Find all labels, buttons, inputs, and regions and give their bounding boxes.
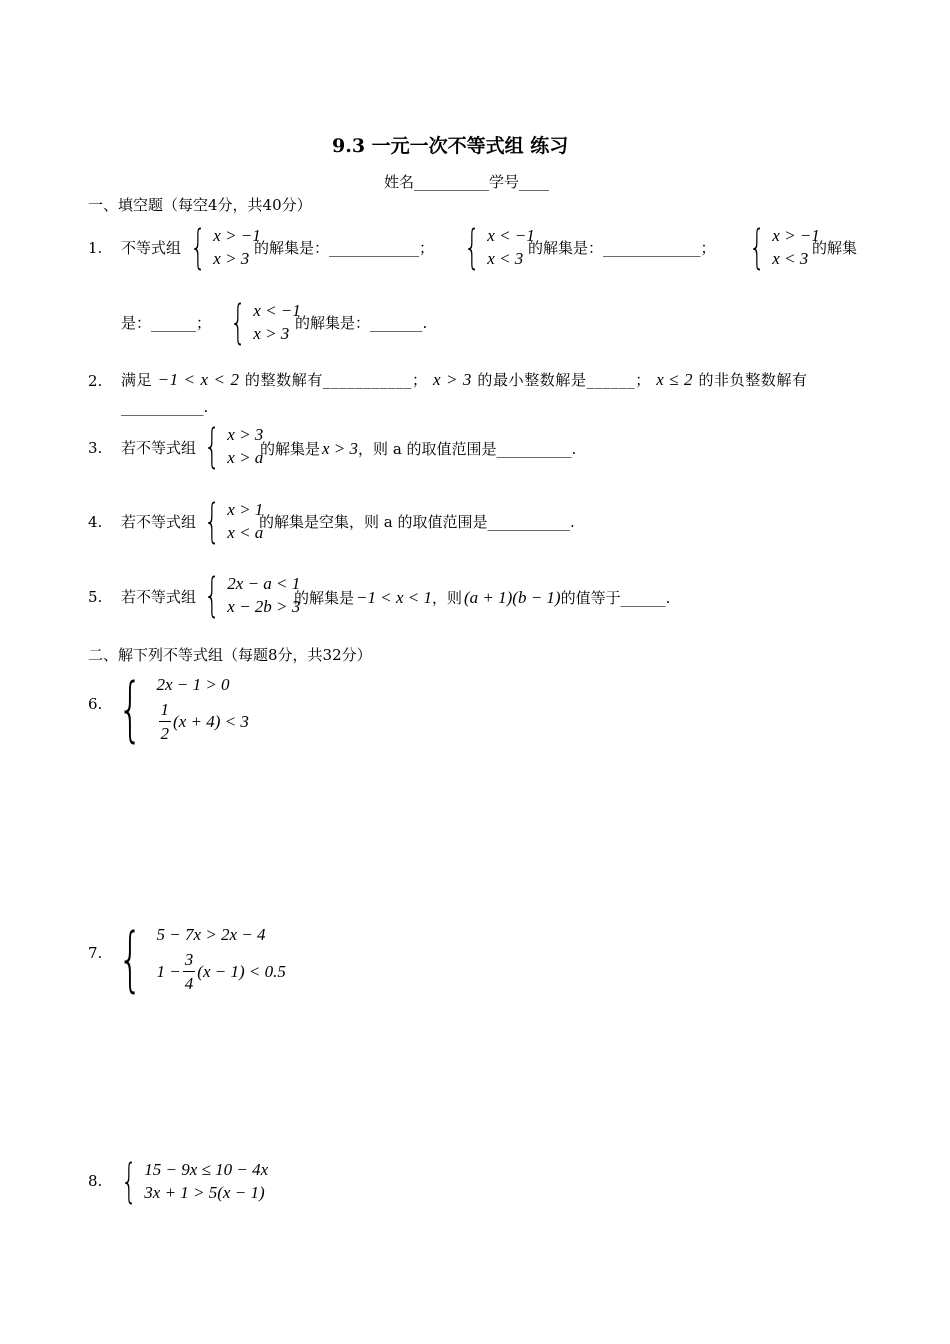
q2-text-e: ___________. — [121, 398, 209, 416]
q1-sys3-row1: x > −1 — [772, 226, 820, 245]
q6-frac-den: 2 — [160, 724, 170, 743]
id-label: 学号 — [489, 173, 520, 191]
q6-number: 6. — [88, 695, 103, 713]
q1-text-3: 的解集 — [812, 239, 858, 257]
q7-row2 — [157, 948, 286, 995]
q1-system-1: { x > −1 x > 3 — [190, 220, 261, 274]
q7-system: { 5 − 7x > 2x − 4 1 − $\frac{3}{4}$ (x − 1) < 0.5 — [118, 917, 286, 1000]
q4-number: 4. — [88, 513, 103, 531]
q5-line — [294, 587, 670, 608]
q1-sys4-row1: x < −1 — [253, 301, 301, 320]
q2-number: 2. — [88, 372, 103, 390]
q7-frac-den: 4 — [184, 974, 194, 993]
q6-frac-num: 1 — [159, 698, 172, 722]
q3-number: 3. — [88, 439, 103, 457]
q3-sys-row2: x > a — [227, 448, 264, 467]
q7-number: 7. — [88, 944, 103, 962]
q7-row2-rest: (x − 1) < 0.5 — [197, 962, 286, 981]
q7-frac-num: 3 — [183, 948, 196, 972]
q2-text-a: 满足 — [121, 371, 153, 389]
q3-text-b: ，则 a 的取值范围是__________. — [358, 440, 577, 458]
q1-sys1-row1: x > −1 — [213, 226, 261, 245]
q5-label: 若不等式组 — [121, 588, 197, 606]
q1-system-3: { x > −1 x < 3 — [749, 220, 820, 274]
q5-sys-row1: 2x − a < 1 — [227, 574, 301, 593]
q1-sys2-row1: x < −1 — [487, 226, 535, 245]
q1-sys3-row2: x < 3 — [772, 249, 809, 268]
q4-label: 若不等式组 — [121, 513, 197, 531]
student-info-line — [384, 172, 549, 192]
q2-text-b: 的整数解有___________； — [244, 371, 428, 389]
q8-number: 8. — [88, 1172, 103, 1190]
q3-label: 若不等式组 — [121, 439, 197, 457]
q3-system: { x > 3 x > a — [204, 419, 264, 473]
q6-row2-rest: (x + 4) < 3 — [173, 712, 249, 731]
q5-math-b: (a + 1)(b − 1) — [464, 588, 561, 607]
q6-row1: 2x − 1 > 0 — [156, 675, 230, 694]
q5-text-b: ，则 — [431, 589, 462, 607]
q5-text-c: 的值等于______. — [560, 589, 671, 607]
q1-sys4-row2: x > 3 — [253, 324, 290, 343]
section2-heading: 二、解下列不等式组（每题8分，共32分） — [88, 646, 372, 664]
q5-text-a: 的解集是 — [294, 589, 355, 607]
name-label: 姓名 — [384, 173, 415, 191]
id-blank: ____ — [519, 173, 550, 191]
q5-system: { 2x − a < 1 x − 2b > 3 — [204, 568, 301, 622]
q1-text-4: 是：______； — [121, 314, 212, 332]
page-title: 9.3 一元一次不等式组 练习 — [332, 135, 569, 157]
q2-text-c: 的最小整数解是______； — [477, 371, 651, 389]
q3-sys-row1: x > 3 — [227, 425, 264, 444]
q1-system-4: { x < −1 x > 3 — [230, 295, 301, 349]
q1-label: 不等式组 — [121, 239, 182, 257]
q4-system: { x > 1 x < a — [204, 494, 264, 548]
q4-sys-row1: x > 1 — [227, 500, 264, 519]
q7-row1: 5 − 7x > 2x − 4 — [156, 925, 266, 944]
q1-sys2-row2: x < 3 — [487, 249, 524, 268]
q8-system: { 15 − 9x ≤ 10 − 4x 3x + 1 > 5(x − 1) — [121, 1154, 269, 1208]
q1-system-2: { x < −1 x < 3 — [464, 220, 535, 274]
q2-math-c: x ≤ 2 — [656, 370, 694, 389]
name-blank: __________ — [414, 173, 490, 191]
q4-sys-row2: x < a — [227, 523, 264, 542]
section1-heading: 一、填空题（每空4分，共40分） — [88, 196, 312, 214]
q2-math-a: −1 < x < 2 — [157, 370, 240, 389]
q6-system: { 2x − 1 > 0 $\frac{1}{2}$ (x + 4) < 3 — [118, 667, 249, 750]
q2-math-b: x > 3 — [433, 370, 473, 389]
q3-math-a: x > 3 — [322, 439, 359, 458]
q1-text-5: 的解集是：_______. — [295, 314, 428, 332]
q1-text-2: 的解集是：_____________； — [528, 239, 716, 257]
q7-row2-pre: 1 − — [156, 962, 181, 981]
q4-text-a: 的解集是空集，则 a 的取值范围是___________. — [259, 513, 575, 531]
q5-math-a: −1 < x < 1 — [356, 588, 432, 607]
q8-row2: 3x + 1 > 5(x − 1) — [144, 1183, 265, 1202]
q5-number: 5. — [88, 588, 103, 606]
q1-number: 1. — [88, 239, 103, 257]
q6-fraction — [159, 698, 172, 745]
q7-fraction — [183, 948, 196, 995]
q2-line — [121, 369, 808, 390]
q2-text-d: 的非负整数解有 — [698, 371, 808, 389]
q8-row1: 15 − 9x ≤ 10 − 4x — [144, 1160, 269, 1179]
q1-sys1-row2: x > 3 — [213, 249, 250, 268]
q6-row2 — [157, 698, 249, 745]
q1-text-1: 的解集是：____________； — [254, 239, 435, 257]
q3-line — [260, 438, 576, 459]
q5-sys-row2: x − 2b > 3 — [227, 597, 301, 616]
q3-text-a: 的解集是 — [260, 440, 321, 458]
